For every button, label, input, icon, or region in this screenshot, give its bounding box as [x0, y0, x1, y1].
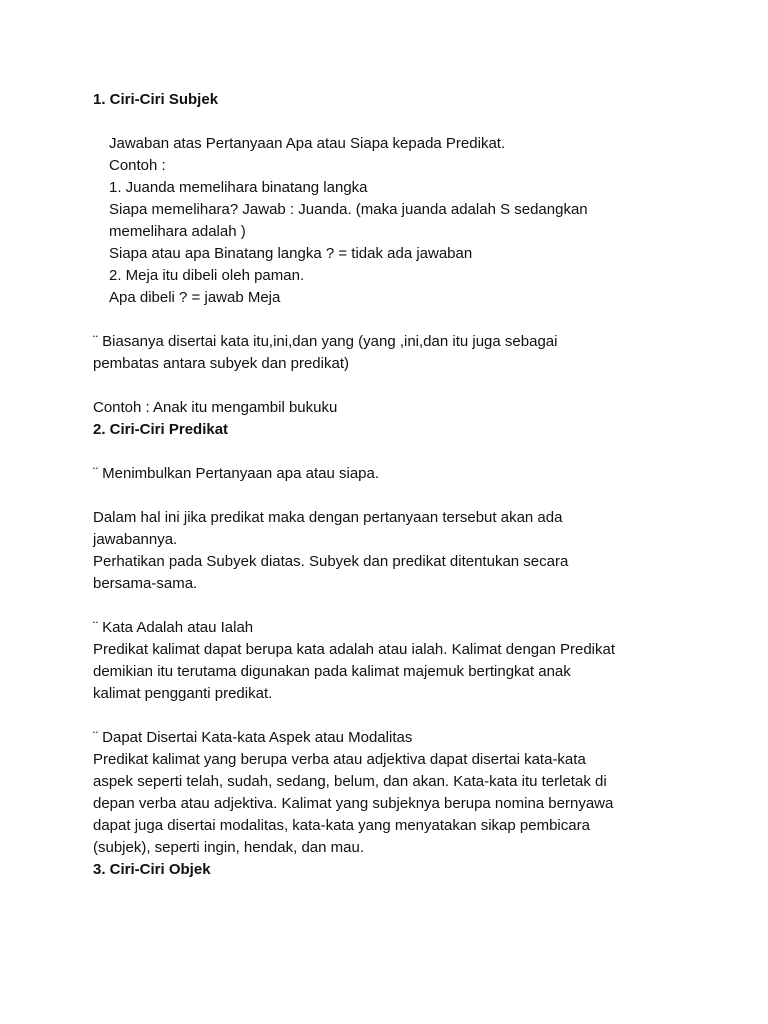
paragraph-line: Predikat kalimat yang berupa verba atau adjektiva dapat disertai kata-kata — [93, 751, 586, 768]
spacer — [93, 111, 693, 133]
bullet-line: pembatas antara subyek dan predikat) — [93, 355, 349, 372]
bullet-line: ¨ Dapat Disertai Kata-kata Aspek atau Modalitas — [93, 729, 413, 746]
paragraph-line: depan verba atau adjektiva. Kalimat yang subjeknya berupa nomina bernyawa — [93, 795, 614, 812]
paragraph-line: aspek seperti telah, sudah, sedang, belum, dan akan. Kata-kata itu terletak di — [93, 773, 607, 790]
paragraph-line: bersama-sama. — [93, 575, 198, 592]
paragraph-line: 2. Meja itu dibeli oleh paman. — [109, 267, 305, 284]
paragraph-line: (subjek), seperti ingin, hendak, dan mau. — [93, 839, 364, 856]
paragraph-line: Predikat kalimat dapat berupa kata adalah atau ialah. Kalimat dengan Predikat — [93, 641, 616, 658]
spacer — [93, 441, 693, 463]
paragraph-line: demikian itu terutama digunakan pada kalimat majemuk bertingkat anak — [93, 663, 571, 680]
paragraph-line: 1. Juanda memelihara binatang langka — [109, 179, 368, 196]
bullet-line: ¨ Kata Adalah atau Ialah — [93, 619, 254, 636]
section-heading-subjek: 1. Ciri-Ciri Subjek — [93, 91, 219, 108]
spacer — [93, 595, 693, 617]
paragraph-line: Apa dibeli ? = jawab Meja — [109, 289, 281, 306]
paragraph-line: Siapa atau apa Binatang langka ? = tidak ada jawaban — [109, 245, 473, 262]
paragraph-line: Jawaban atas Pertanyaan Apa atau Siapa kepada Predikat. — [109, 135, 506, 152]
document-page — [93, 89, 693, 881]
paragraph-line: Contoh : — [109, 157, 166, 174]
spacer — [93, 705, 693, 727]
example-line: Contoh : Anak itu mengambil bukuku — [93, 399, 338, 416]
paragraph-line: memelihara adalah ) — [109, 223, 246, 240]
spacer — [93, 309, 693, 331]
paragraph-line: Siapa memelihara? Jawab : Juanda. (maka juanda adalah S sedangkan — [109, 201, 588, 218]
paragraph-line: jawabannya. — [93, 531, 178, 548]
spacer — [93, 485, 693, 507]
bullet-line: ¨ Menimbulkan Pertanyaan apa atau siapa. — [93, 465, 380, 482]
spacer — [93, 375, 693, 397]
section-heading-predikat: 2. Ciri-Ciri Predikat — [93, 421, 229, 438]
paragraph-line: dapat juga disertai modalitas, kata-kata yang menyatakan sikap pembicara — [93, 817, 590, 834]
bullet-line: ¨ Biasanya disertai kata itu,ini,dan yang (yang ,ini,dan itu juga sebagai — [93, 333, 558, 350]
section-heading-objek: 3. Ciri-Ciri Objek — [93, 861, 211, 878]
paragraph-line: kalimat pengganti predikat. — [93, 685, 273, 702]
paragraph-line: Dalam hal ini jika predikat maka dengan pertanyaan tersebut akan ada — [93, 509, 563, 526]
paragraph-line: Perhatikan pada Subyek diatas. Subyek dan predikat ditentukan secara — [93, 553, 569, 570]
